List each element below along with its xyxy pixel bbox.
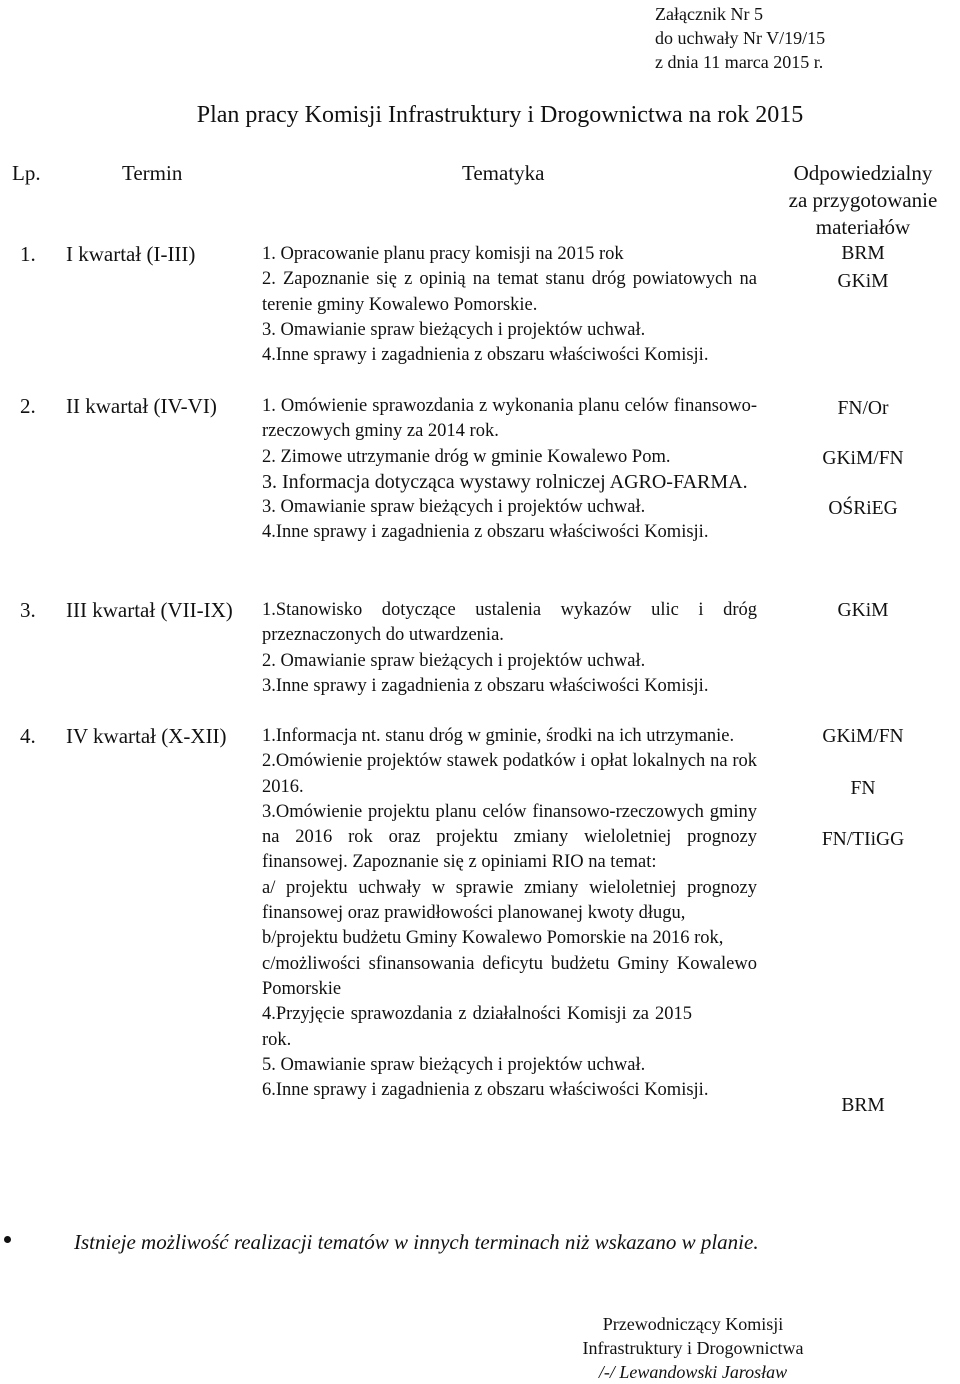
topic-item: 3. Omawianie spraw bieżących i projektów uchwał.	[262, 497, 646, 518]
responsible-unit: GKiM	[837, 600, 889, 621]
responsible-unit: FN/Or	[837, 398, 889, 419]
topic-item: 2. Zapoznanie się z opinią na temat stanu dróg powiatowych na terenie gminy Kowalewo Pomorskie.	[262, 269, 757, 315]
row-term: IV kwartał (X-XII)	[66, 724, 227, 748]
topic-item: 4.Przyjęcie sprawozdania z działalności Komisji za 2015 rok.	[262, 1004, 692, 1050]
row-responsible	[768, 396, 958, 522]
row-topics	[262, 394, 757, 546]
row-term: II kwartał (IV-VI)	[66, 394, 217, 418]
row-topics	[262, 598, 757, 699]
responsible-unit: FN	[850, 778, 876, 799]
topic-item: 1.Stanowisko dotyczące ustalenia wykazów ulic i dróg przeznaczonych do utwardzenia.	[262, 600, 757, 646]
responsible-unit: BRM	[841, 1095, 885, 1116]
responsible-unit: BRM	[841, 243, 885, 264]
row-number: 4.	[20, 724, 36, 748]
responsible-unit: GKiM/FN	[822, 726, 904, 747]
responsible-unit: GKiM/FN	[822, 448, 904, 469]
responsible-unit: FN/TIiGG	[821, 829, 905, 850]
topic-item: 2.Omówienie projektów stawek podatków i opłat lokalnych na rok 2016.	[262, 751, 757, 797]
annex-number: Załącznik Nr 5	[655, 4, 763, 24]
topic-item: 1. Opracowanie planu pracy komisji na 2015 rok	[262, 244, 624, 264]
topic-item: 5. Omawianie spraw bieżących i projektów uchwał.	[262, 1054, 646, 1075]
responsible-unit: GKiM	[837, 271, 889, 292]
topic-item: 1.Informacja nt. stanu dróg w gminie, środki na ich utrzymanie.	[262, 726, 735, 746]
header-responsible-line1: Odpowiedzialny	[793, 161, 933, 185]
signature-title: Przewodniczący Komisji	[602, 1314, 784, 1334]
topic-item: 6.Inne sprawy i zagadnienia z obszaru właściwości Komisji.	[262, 1080, 709, 1101]
header-termin: Termin	[122, 161, 183, 185]
topic-item: b/projektu budżetu Gminy Kowalewo Pomorskie na 2016 rok,	[262, 928, 724, 949]
responsible-unit: OŚRiEG	[828, 498, 898, 519]
topic-item: 3.Omówienie projektu planu celów finansowo-rzeczowych gminy na 2016 rok oraz projektu zmiany wieloletniej prognozy finansowej. Zapoznanie się z opiniami RIO na temat:	[262, 801, 757, 873]
topic-item: 2. Omawianie spraw bieżących i projektów uchwał.	[262, 650, 646, 671]
document-title: Plan pracy Komisji Infrastruktury i Drogownictwa na rok 2015	[196, 102, 804, 128]
signature-committee: Infrastruktury i Drogownictwa	[582, 1338, 804, 1358]
annex-resolution: do uchwały Nr V/19/15	[655, 28, 826, 48]
topic-item: 3. Informacja dotycząca wystawy rolniczej AGRO-FARMA.	[262, 470, 748, 493]
topic-item: a/ projektu uchwały w sprawie zmiany wieloletniej prognozy finansowej oraz prawidłowości planowanej kwoty długu,	[262, 877, 757, 924]
header-responsible	[768, 160, 958, 241]
annex-date: z dnia 11 marca 2015 r.	[655, 52, 824, 72]
topic-item: 4.Inne sprawy i zagadnienia z obszaru właściwości Komisji.	[262, 345, 709, 366]
bullet-icon	[4, 1236, 11, 1243]
row-number: 2.	[20, 394, 36, 418]
row-term: I kwartał (I-III)	[66, 242, 196, 266]
row-number: 3.	[20, 598, 36, 622]
row-number: 1.	[20, 242, 36, 266]
annex-reference	[655, 2, 825, 74]
topic-item: 4.Inne sprawy i zagadnienia z obszaru właściwości Komisji.	[262, 522, 709, 543]
row-responsible	[768, 598, 958, 624]
topic-item: 3. Omawianie spraw bieżących i projektów uchwał.	[262, 319, 646, 340]
row-responsible	[768, 724, 958, 1119]
topic-item: 1. Omówienie sprawozdania z wykonania planu celów finansowo-rzeczowych gminy za 2014 rok.	[262, 396, 757, 442]
signature-name: /-/ Lewandowski Jarosław	[598, 1362, 788, 1382]
topic-item: c/możliwości sfinansowania deficytu budżetu Gminy Kowalewo Pomorskie	[262, 953, 757, 999]
topic-item: 3.Inne sprawy i zagadnienia z obszaru właściwości Komisji.	[262, 675, 709, 696]
row-term: III kwartał (VII-IX)	[66, 598, 233, 622]
row-responsible	[768, 240, 958, 296]
header-tematyka: Tematyka	[462, 161, 545, 185]
header-lp: Lp.	[12, 161, 41, 185]
header-responsible-line2: za przygotowanie	[788, 188, 938, 212]
row-topics	[262, 724, 757, 1103]
header-responsible-line3: materiałów	[815, 215, 911, 239]
row-topics	[262, 242, 757, 368]
signature-block	[560, 1312, 826, 1384]
note-text: Istnieje możliwość realizacji tematów w innych terminach niż wskazano w planie.	[74, 1230, 759, 1254]
topic-item: 2. Zimowe utrzymanie dróg w gminie Kowalewo Pom.	[262, 446, 671, 467]
